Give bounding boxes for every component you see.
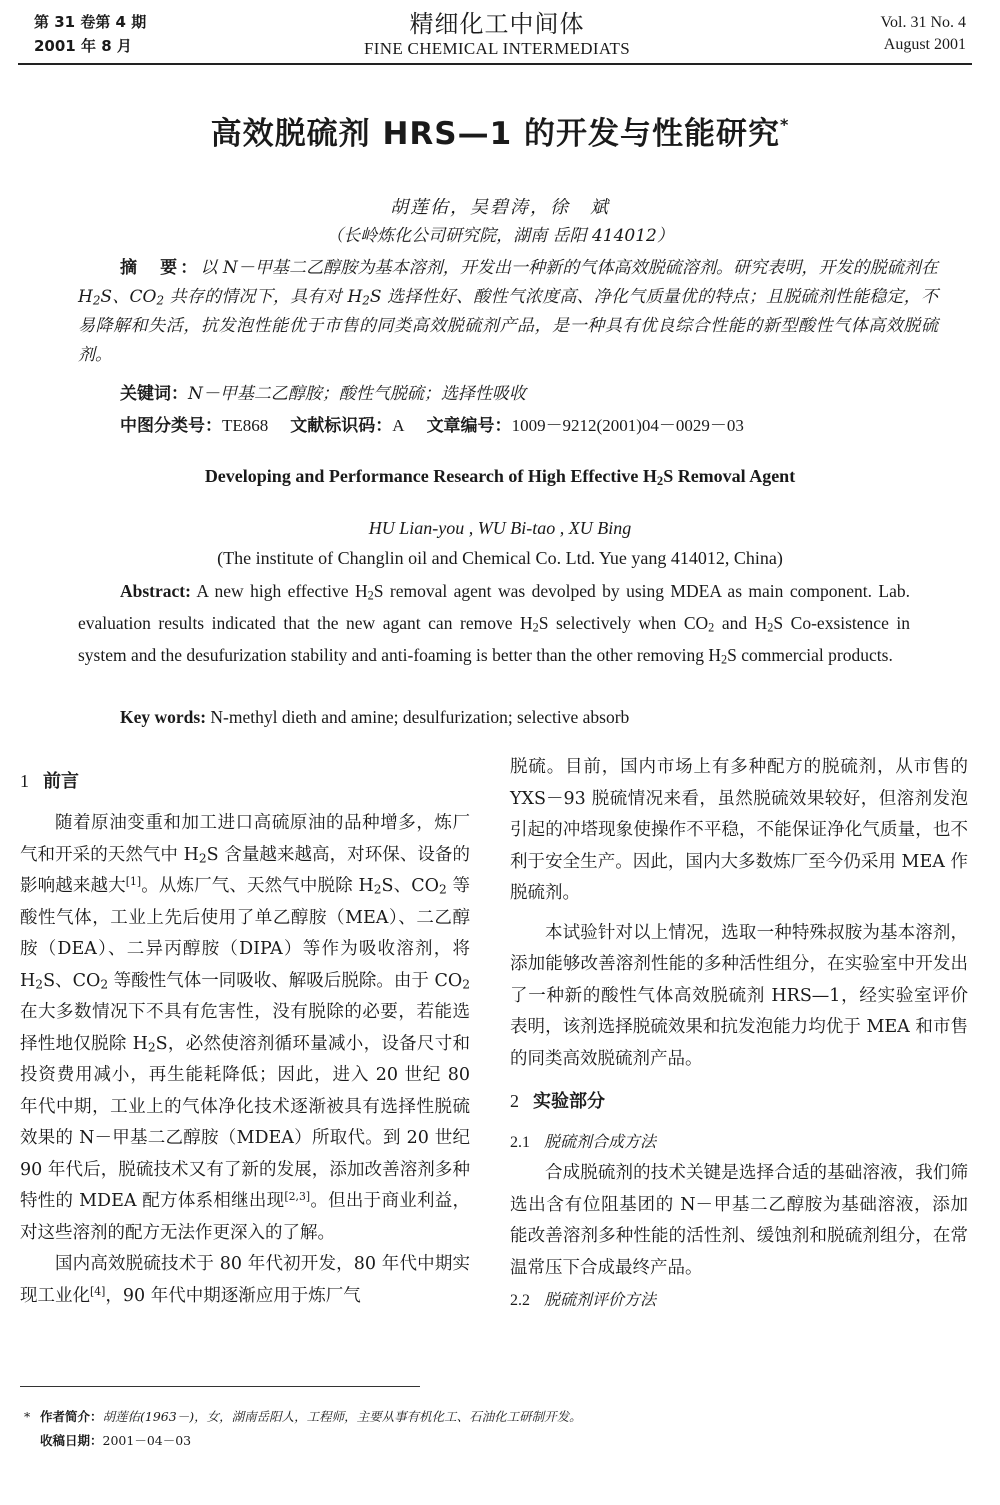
subsection-title: 脱硫剂评价方法 [544, 1290, 657, 1309]
abstract-cn-text: 以 N－甲基二乙醇胺为基本溶剂，开发出一种新的气体高效脱硫溶剂。研究表明，开发的脱硫剂在 H [78, 258, 939, 307]
section-title: 实验部分 [533, 1091, 605, 1112]
date-cn: 2001 年 8 月 [34, 37, 132, 55]
clc-number: TE868 [222, 416, 269, 435]
subscript: 2 [367, 588, 374, 603]
header-center [22, 10, 972, 60]
abstract-cn-text: S 选择性好、酸性气浓度高、净化气质量优的特点；且脱硫剂性能稳定，不易降解和失活，抗发泡性能优于市售的同类高效脱硫剂产品，是一种具有优良综合性能的新型酸性气体高效脱硫剂。 [78, 287, 938, 365]
body-text: 在大多数情况下不具有危害性，没有脱除的必要，若能选择性地仅脱除 H [20, 1002, 470, 1054]
footnote-author-text: 胡莲佑(1963－)，女，湖南岳阳人，工程师，主要从事有机化工、石油化工研制开发。 [102, 1409, 582, 1424]
subscript: 2 [373, 882, 382, 897]
body-text: S、CO [43, 970, 101, 991]
article-number: 1009－9212(2001)04－0029－03 [511, 416, 744, 435]
body-paragraph: 合成脱硫剂的技术关键是选择合适的基础溶液，我们筛选出含有位阻基团的 N－甲基二乙醇胺为基础溶液，添加能改善溶剂多种性能的活性剂、缓蚀剂和脱硫剂组分，在常温常压下合成最终产品。 [510, 1163, 968, 1278]
footnote-author-label: 作者简介： [40, 1409, 103, 1424]
footnote-received-label: 收稿日期： [40, 1433, 103, 1448]
body-text: 。但出于商业利益，对这些溶剂的配方无法作更深入的了解。 [20, 1191, 470, 1243]
body-paragraph [20, 1249, 470, 1312]
subsection-2-2-heading [510, 1284, 968, 1316]
subscript: 2 [656, 473, 664, 488]
abstract-en-label: Abstract: [120, 581, 191, 601]
subscript: 2 [198, 851, 207, 866]
keywords-en-label: Key words: [120, 707, 207, 727]
volume-issue-en: Vol. 31 No. 4 [880, 14, 966, 31]
header-right [881, 12, 967, 56]
body-text: 国内高效脱硫技术于 80 年代初开发，80 年代中期实现工业化 [20, 1254, 470, 1306]
document-code-label: 文献标识码： [290, 416, 393, 436]
footnote-received-date: 2001－04－03 [102, 1433, 192, 1448]
body-paragraph [20, 808, 470, 1249]
abstract-en [78, 575, 910, 671]
subscript: 2 [532, 620, 539, 635]
keywords-en [120, 702, 629, 732]
subscript: 2 [100, 977, 109, 992]
abstract-cn-text: S、CO [100, 287, 157, 307]
abstract-en-text: A new high effective H [190, 581, 368, 601]
header-rule [18, 63, 972, 65]
section-title: 前言 [43, 771, 79, 792]
authors-cn: 胡莲佑，吴碧涛，徐 斌 [390, 197, 610, 218]
keywords-en-text: N-methyl dieth and amine; desulfurization; selective absorb [206, 707, 630, 727]
keywords-cn-label: 关键词： [120, 384, 188, 404]
subscript: 2 [767, 620, 774, 635]
volume-issue-cn: 第 31 卷第 4 期 [34, 13, 147, 31]
clc-label: 中图分类号： [120, 416, 222, 436]
title-en [0, 462, 1000, 490]
footnote-author [24, 1406, 582, 1428]
abstract-cn-text: 共存的情况下，具有对 H [164, 287, 363, 307]
citation-ref: [2,3] [284, 1190, 311, 1204]
abstract-en-text: S commercial products. [727, 645, 893, 665]
body-text: 等酸性气体，工业上先后使用了单乙醇胺（MEA）、二乙醇胺（DEA）、二异丙醇胺（DIPA）等作为吸收溶剂，将 H [20, 876, 471, 991]
affiliation-en: (The institute of Changlin oil and Chemical Co. Ltd. Yue yang 414012, China) [217, 548, 783, 568]
subscript: 2 [708, 620, 715, 635]
title-footnote-mark: * [779, 115, 790, 134]
body-text: 等酸性气体一同吸收、解吸后脱除。由于 CO [108, 970, 463, 991]
subscript: 2 [147, 1040, 156, 1055]
section-number: 2 [510, 1091, 519, 1111]
journal-name-en: FINE CHEMICAL INTERMEDIATS [364, 39, 630, 58]
footnote-received [40, 1430, 191, 1452]
section-2-heading [510, 1085, 968, 1118]
footnote-rule [20, 1386, 420, 1387]
abstract-en-text: S removal agent was devolped by using MDEA as main component. Lab. evaluation results indicated that the new agant can remove H [78, 581, 910, 633]
body-paragraph: 本试验针对以上情况，选取一种特殊叔胺为基本溶剂，添加能够改善溶剂性能的多种活性组分，在实验室中开发出了一种新的酸性气体高效脱硫剂 HRS—1，经实验室评价表明，该剂选择脱硫效果和抗发泡能力均优于 MEA 和市售的同类高效脱硫剂产品。 [510, 922, 968, 1069]
document-code: A [392, 416, 405, 435]
paper-title [0, 112, 1000, 156]
body-text: S、CO [381, 876, 440, 896]
affiliation-cn: （长岭炼化公司研究院，湖南 岳阳 414012） [326, 226, 674, 246]
subsection-title: 脱硫剂合成方法 [544, 1132, 657, 1151]
title-en-text: Developing and Performance Research of High Effective H [204, 466, 657, 486]
journal-name-cn: 精细化工中间体 [409, 10, 585, 38]
abstract-en-text: and H [714, 613, 768, 633]
subscript: 2 [439, 882, 447, 897]
citation-ref: [1] [125, 875, 142, 889]
subsection-number: 2.1 [510, 1134, 530, 1151]
authors-en: HU Lian-you , WU Bi-tao , XU Bing [368, 518, 632, 538]
date-en: August 2001 [883, 36, 966, 53]
section-number: 1 [20, 771, 29, 791]
abstract-en-text: S Co-exsistence in system and the desufurization stability and anti-foaming is better than the other removing H [78, 613, 910, 665]
title-en-text: S Removal Agent [663, 466, 796, 486]
keywords-cn [120, 380, 526, 408]
body-right-column [510, 752, 968, 1316]
subscript: 2 [720, 652, 728, 667]
abstract-en-text: S selectively when CO [538, 613, 709, 633]
abstract-cn-label: 摘 要： [120, 258, 201, 278]
body-text: ，90 年代中期逐渐应用于炼厂气 [105, 1285, 361, 1306]
subscript: 2 [156, 293, 165, 308]
citation-ref: [4] [90, 1284, 106, 1298]
subscript: 2 [92, 293, 101, 308]
subscript: 2 [362, 293, 370, 308]
paper-title-text: 高效脱硫剂 HRS—1 的开发与性能研究 [210, 116, 780, 152]
classification-line [120, 412, 744, 440]
body-text: 随着原油变重和加工进口高硫原油的品种增多，炼厂气和开采的天然气中 H [20, 813, 470, 865]
running-header [22, 10, 972, 62]
footnote-star: * [24, 1409, 31, 1424]
subsection-2-1-heading [510, 1126, 968, 1158]
article-number-label: 文章编号： [426, 416, 512, 436]
subscript: 2 [35, 977, 44, 992]
body-left-column [20, 765, 470, 1312]
body-text: S 含量越来越高，对环保、设备的影响越来越大 [20, 844, 470, 896]
section-1-heading [20, 765, 470, 798]
subscript: 2 [462, 977, 470, 992]
body-paragraph: 脱硫。目前，国内市场上有多种配方的脱硫剂，从市售的 YXS－93 脱硫情况来看，虽然脱硫效果较好，但溶剂发泡引起的冲塔现象使操作不平稳，不能保证净化气质量，也不利于安全生产。因此，国内大多数炼厂至今仍采用 MEA 作脱硫剂。 [510, 757, 968, 903]
body-text: S，必然使溶剂循环量减小，设备尺寸和投资费用减小，再生能耗降低；因此，进入 20 世纪 80 年代中期，工业上的气体净化技术逐渐被具有选择性脱硫效果的 N－甲基二乙醇胺（MDEA）所取代。到 20 世纪 90 年代后，脱硫技术又有了新的发展，添加改善溶剂多种特性的 MDEA 配方体系相继出现 [20, 1033, 470, 1211]
keywords-cn-text: N－甲基二乙醇胺；酸性气脱硫；选择性吸收 [188, 384, 526, 404]
body-text: 。从炼厂气、天然气中脱除 H [141, 876, 374, 896]
subsection-number: 2.2 [510, 1292, 530, 1309]
abstract-cn [78, 254, 938, 370]
